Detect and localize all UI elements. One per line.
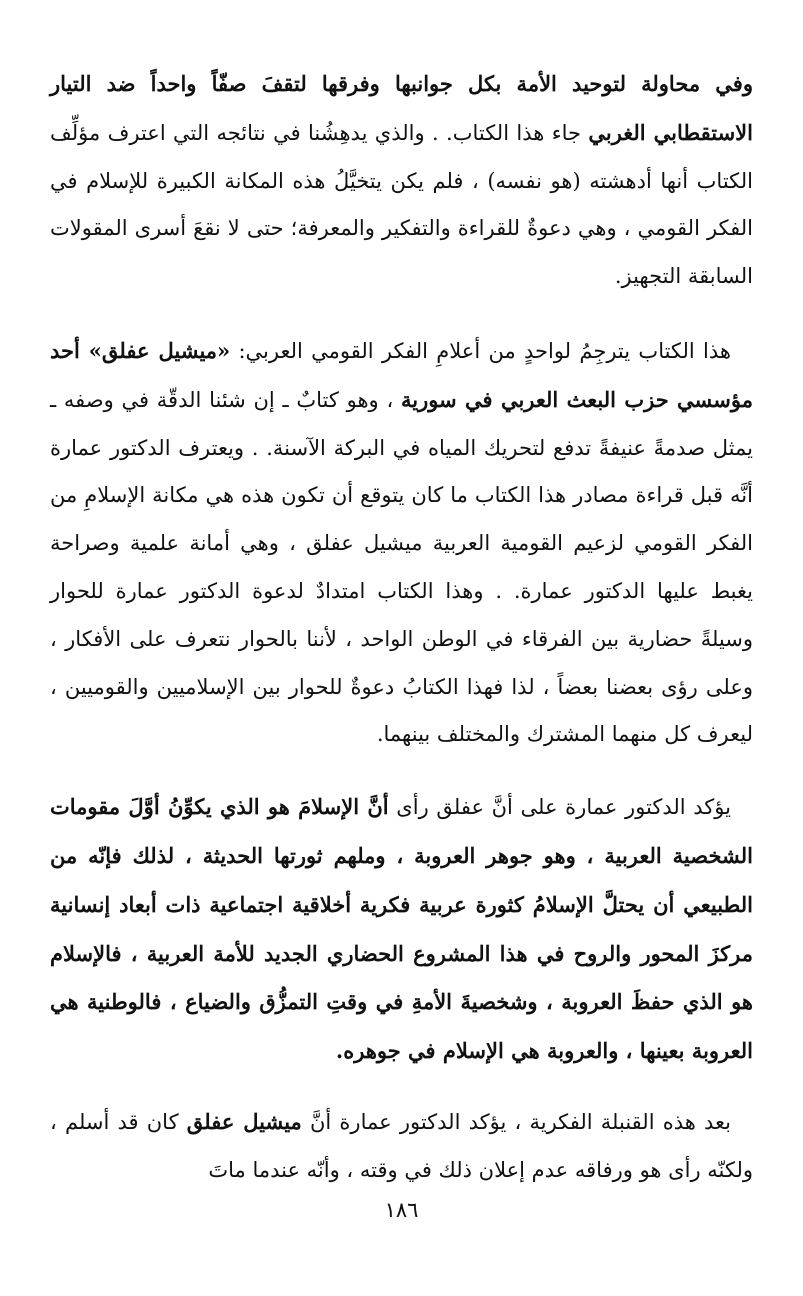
text-run: كان قد أسلم ، ولكنّه رأى هو ورفاقه عدم إعلان ذلك في وقته ، وأنّه عندما ماتَ xyxy=(50,1109,753,1182)
paragraph-4 xyxy=(50,1098,753,1195)
text-run: بعد هذه القنبلة الفكرية ، يؤكد الدكتور عمارة أنَّ xyxy=(301,1109,732,1134)
paragraph-1 xyxy=(50,60,753,301)
bold-text-run: أنَّ الإسلامَ هو الذي يكوِّنُ أوَّلَ مقومات الشخصية العربية ، وهو جوهر العروبة ، وملهم ثورتها الحديثة ، لذلك فإنّه من الطبيعي أن يحتلَّ الإسلامُ كثورة عربية فكرية أخلاقية اجتماعية ذات أبعاد إنسانية مركزَ المحور والروح في هذا المشروع الحضاري الجديد للأمة العربية ، فالإسلام هو الذي حفظَ العروبة ، وشخصيةَ الأمةِ في وقتِ التمزُّق والضياع ، فالوطنية هي العروبة بعينها ، والعروبة هي الإسلام في جوهره. xyxy=(50,794,753,1064)
text-run: يؤكد الدكتور عمارة على أنَّ عفلق رأى xyxy=(388,795,731,820)
bold-text-run: «ميشيل عفلق» أحد مؤسسي حزب البعث العربي في سورية xyxy=(50,337,753,412)
paragraph-3 xyxy=(50,783,753,1076)
text-run: ، وهو كتابٌ ـ إن شئنا الدقّة في وصفه ـ يمثل صدمةً عنيفةً تدفع لتحريك المياه في البركة الآسنة. . ويعترف الدكتور عمارة أنَّه قبل قراءة مصادر هذا الكتاب ما كان يتوقع أن تكون هذه هي مكانة الإسلامِ من الفكر القومي لزعيم القومية العربية ميشيل عفلق ، وهي أمانة علمية وصراحة يغبط عليها الدكتور عمارة. . وهذا الكتاب امتدادٌ لدعوة الدكتور عمارة للحوار وسيلةً حضارية بين الفرقاء في الوطن الواحد ، لأننا بالحوار نتعرف على الأفكار ، وعلى رؤى بعضنا بعضاً ، لذا فهذا الكتابُ دعوةٌ للحوار بين الإسلاميين والقوميين ، ليعرف كل منهما المشترك والمختلف بينهما. xyxy=(50,387,753,747)
text-run: جاء هذا الكتاب. . والذي يدهِشُنا في نتائجه التي اعترف مؤلِّف الكتاب أنها أدهشته (هو نفسه) ، فلم يكن يتخيَّلُ هذه المكانة الكبيرة للإسلام في الفكر القومي ، وهي دعوةٌ للقراءة والتفكير والمعرفة؛ حتى لا نقعَ أسرى المقولات السابقة التجهيز. xyxy=(50,120,753,289)
bold-text-run: وفي محاولة لتوحيد الأمة بكل جوانبها وفرقها لتقفَ صفّاً واحداً ضد التيار الاستقطابي الغربي xyxy=(50,71,753,145)
paragraph-2 xyxy=(50,327,753,759)
text-run: هذا الكتاب يترجِمُ لواحدٍ من أعلامِ الفكر القومي العربي: xyxy=(230,338,731,363)
page-number: ١٨٦ xyxy=(384,1198,419,1222)
bold-text-run: ميشيل عفلق xyxy=(186,1108,302,1134)
